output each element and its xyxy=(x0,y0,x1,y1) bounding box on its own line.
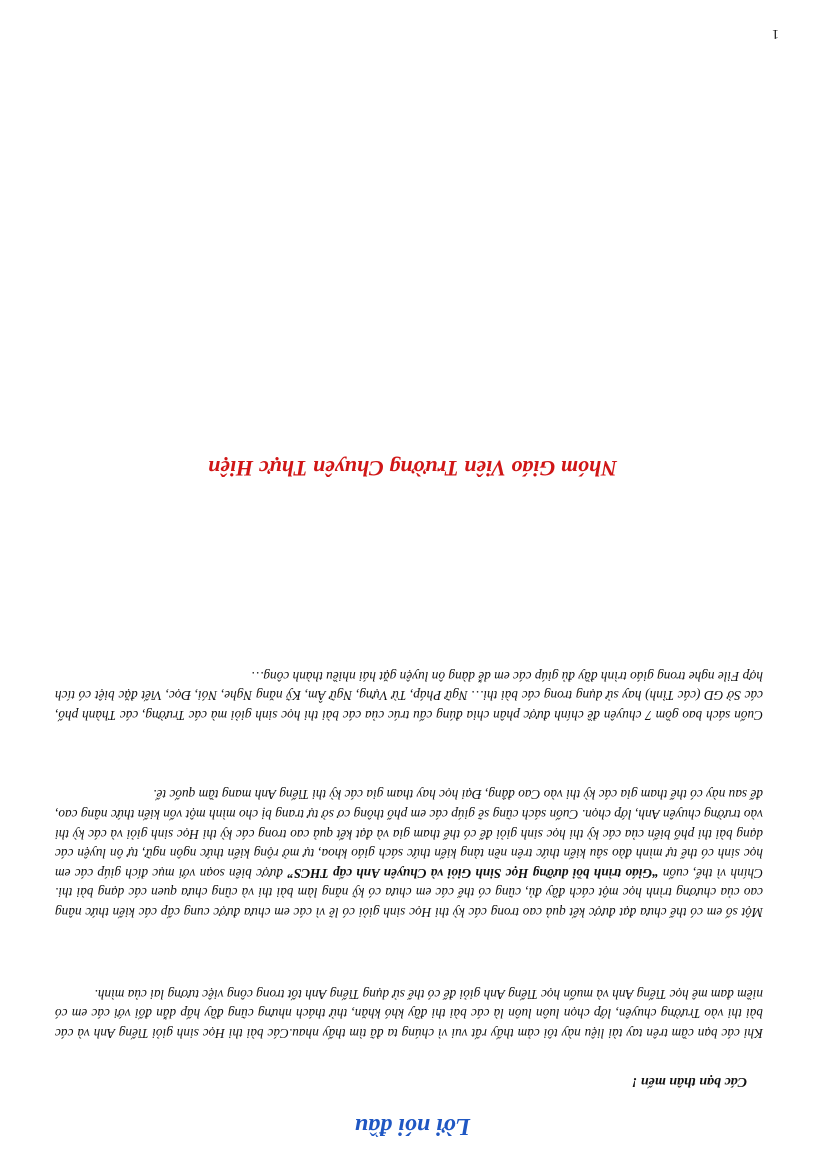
purpose-text-end: được biên soạn với mục đích giúp các em học sinh có thể tự mình đào sâu kiến thức trên nền tảng kiến thức sách giáo khoa, tự mở rộng kiến thức ngôn ngữ, tự ôn luyện các dạng bài thi phổ biến của các kỳ thi học sinh giỏi để có thể tham gia và đạt kết quả cao trong các kỳ thi Học sinh giỏi và các kỳ thi vào trường chuyên Anh, lớp chọn. Cuốn sách cũng sẽ giúp các em phổ thông cơ sở tự trang bị cho mình một vốn kiến thức nâng cao, để sau này có thể tham gia các kỳ thi vào Cao đẳng, Đại học hay tham gia các kỳ thi Tiếng Anh mang tầm quốc tế. xyxy=(55,787,763,881)
purpose-text-start: Một số em có thể chưa đạt được kết quả cao trong các kỳ thi Học sinh giỏi có lẽ vì các em chưa được cung cấp các kiến thức nâng cao của chương trình học một cách đầy đủ, cũng có thể các em chưa có kỹ năng làm bài thi và cũng chưa quen các dạng bài thi. Chính vì thế, cuốn xyxy=(55,865,763,920)
page-title: Lời nói đầu xyxy=(354,1113,471,1139)
greeting: Các bạn thân mến ! xyxy=(631,1074,747,1089)
intro-paragraph: Khi các bạn cầm trên tay tài liệu này tôi cảm thấy rất vui vì chúng ta đã tìm thấy nhau.Các bài thi Học sinh giỏi Tiếng Anh và các bài thi vào Trường chuyên, lớp chọn luôn luôn là các bài thi đầy khó khăn, thử thách nhưng cũng đầy hấp dẫn đối với các em có niềm đam mê học Tiếng Anh và muốn học Tiếng Anh giỏi để có thể sử dụng Tiếng Anh tốt trong công việc tương lai của mình. xyxy=(55,986,763,1041)
page-number: 1 xyxy=(772,26,779,41)
book-title: “Giáo trình bồi dưỡng Học Sinh Giỏi và Chuyên Anh cấp THCS” xyxy=(287,865,659,881)
author-signature: Nhóm Giáo Viên Trường Chuyên Thực Hiện xyxy=(208,456,617,481)
purpose-paragraph xyxy=(55,785,763,922)
contents-paragraph: Cuốn sách bao gồm 7 chuyên đề chính được phân chia đúng cấu trúc của các bài thi học sinh giỏi mà các Trường, các Thành phố, các Sở GD (các Tỉnh) hay sử dụng trong các bài thi… Ngữ Pháp, Từ Vựng, Ngữ Âm, Kỹ năng Nghe, Nói, Đọc, Viết đặc biệt có tích hợp File nghe trong giáo trình đầy đủ giúp các em dễ dàng ôn luyện gặt hái nhiều thành công… xyxy=(55,668,763,723)
